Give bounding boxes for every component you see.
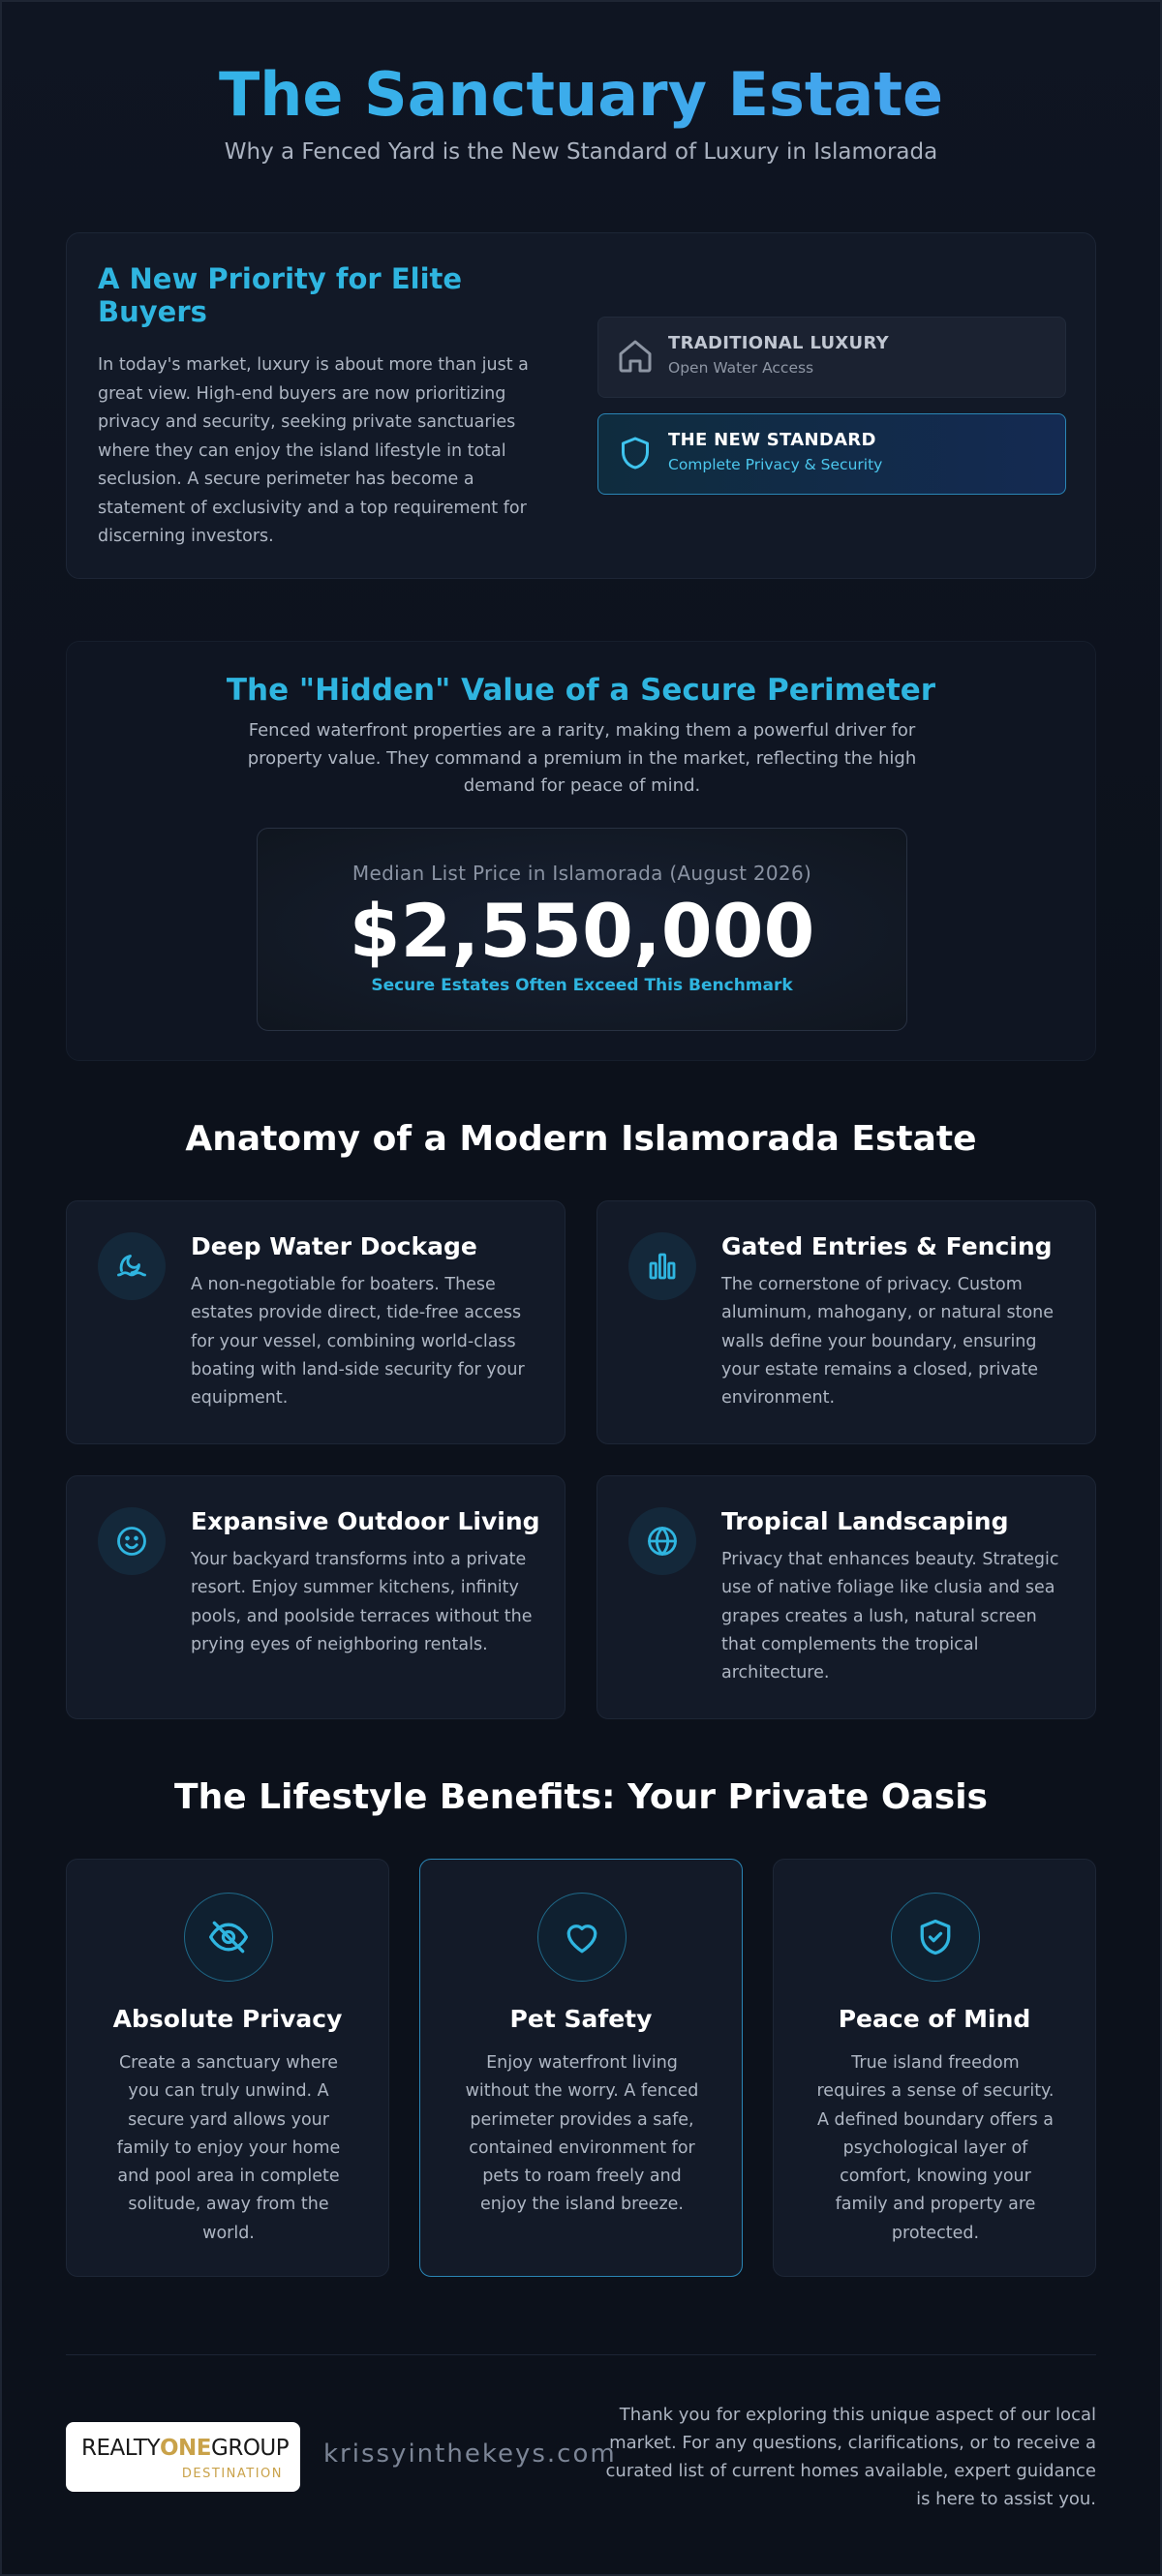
median-price-value: $2,550,000 (349, 888, 815, 974)
median-price-box (257, 828, 907, 1031)
hidden-value-body: Fenced waterfront properties are a rarity, making them a powerful driver for property value. They command a premium in the market, reflecting the high demand for peace of mind. (247, 720, 917, 796)
feature-title: Deep Water Dockage (191, 1232, 477, 1260)
benefit-card-pet-safety (419, 1859, 743, 2277)
logo-subtitle: DESTINATION (181, 2467, 283, 2481)
page-subtitle: Why a Fenced Yard is the New Standard of Luxury in Islamorada (224, 139, 938, 165)
footer-divider (66, 2354, 1096, 2355)
smile-icon (98, 1507, 166, 1575)
benefit-title: Peace of Mind (838, 2005, 1031, 2033)
benefit-title: Absolute Privacy (112, 2005, 343, 2033)
priority-title: A New Priority for Elite Buyers (98, 262, 463, 328)
median-price-label: Median List Price in Islamorada (August 2026) (352, 862, 812, 885)
benefit-title: Pet Safety (509, 2005, 653, 2033)
feature-body: Your backyard transforms into a private resort. Enjoy summer kitchens, infinity pools, and poolside terraces without the prying eyes of neighboring rentals. (191, 1550, 533, 1654)
traditional-luxury-pill (597, 317, 1066, 398)
hidden-value-title: The "Hidden" Value of a Secure Perimeter (226, 673, 936, 708)
feature-title: Gated Entries & Fencing (721, 1232, 1053, 1260)
fence-icon (628, 1232, 696, 1300)
feature-title: Tropical Landscaping (721, 1507, 1009, 1535)
heart-icon (537, 1893, 627, 1982)
benefit-card-privacy (66, 1859, 389, 2277)
globe-icon (628, 1507, 696, 1575)
benefit-body: Enjoy waterfront living without the worry. A fenced perimeter provides a safe, contained environment for pets to roam freely and enjoy the island breeze. (465, 2053, 699, 2215)
footer-thanks: Thank you for exploring this unique aspect of our local market. For any questions, clarifications, or to receive a curated list of current homes available, expert guidance is here to assist you. (605, 2405, 1096, 2509)
traditional-luxury-subtitle: Open Water Access (668, 359, 814, 377)
new-standard-title: THE NEW STANDARD (668, 430, 876, 450)
logo-wordmark: REALTYONEGROUP (81, 2436, 290, 2461)
lifestyle-title: The Lifestyle Benefits: Your Private Oasis (174, 1777, 988, 1817)
benefit-body: True island freedom requires a sense of security. A defined boundary offers a psychological layer of comfort, knowing your family and property are protected. (816, 2053, 1055, 2243)
wave-icon (98, 1232, 166, 1300)
feature-body: A non-negotiable for boaters. These estates provide direct, tide-free access for your vessel, combining world-class boating with land-side security for your equipment. (191, 1275, 525, 1409)
shield-icon (616, 434, 655, 472)
hidden-value-section (66, 641, 1096, 1061)
feature-card-fencing (596, 1200, 1096, 1444)
anatomy-title: Anatomy of a Modern Islamorada Estate (185, 1119, 977, 1159)
priority-section (66, 232, 1096, 579)
realty-one-group-logo[interactable] (66, 2422, 300, 2492)
new-standard-pill (597, 413, 1066, 495)
benefit-card-peace-of-mind (773, 1859, 1096, 2277)
feature-card-landscaping (596, 1475, 1096, 1719)
priority-body: In today's market, luxury is about more than just a great view. High-end buyers are now prioritizing privacy and security, seeking private sanctuaries where they can enjoy the island lifestyle in total seclusion. A secure perimeter has become a statement of exclusivity and a top requirement for discerning investors. (98, 355, 529, 546)
shield-check-icon (891, 1893, 980, 1982)
feature-body: The cornerstone of privacy. Custom aluminum, mahogany, or natural stone walls define your boundary, ensuring your estate remains a closed, private environment. (721, 1275, 1055, 1409)
house-icon (616, 337, 655, 376)
median-price-note: Secure Estates Often Exceed This Benchmark (371, 976, 793, 995)
website-link[interactable]: krissyinthekeys.com (323, 2440, 617, 2469)
feature-card-dockage (66, 1200, 566, 1444)
page-title: The Sanctuary Estate (0, 56, 1162, 134)
feature-card-outdoor-living (66, 1475, 566, 1719)
benefit-body: Create a sanctuary where you can truly unwind. A secure yard allows your family to enjoy your home and pool area in complete solitude, away from the world. (116, 2053, 341, 2243)
new-standard-subtitle: Complete Privacy & Security (668, 456, 883, 473)
eye-off-icon (184, 1893, 273, 1982)
traditional-luxury-title: TRADITIONAL LUXURY (668, 333, 889, 353)
feature-body: Privacy that enhances beauty. Strategic use of native foliage like clusia and sea grapes creates a lush, natural screen that complements the tropical architecture. (721, 1550, 1059, 1683)
feature-title: Expansive Outdoor Living (191, 1507, 540, 1535)
